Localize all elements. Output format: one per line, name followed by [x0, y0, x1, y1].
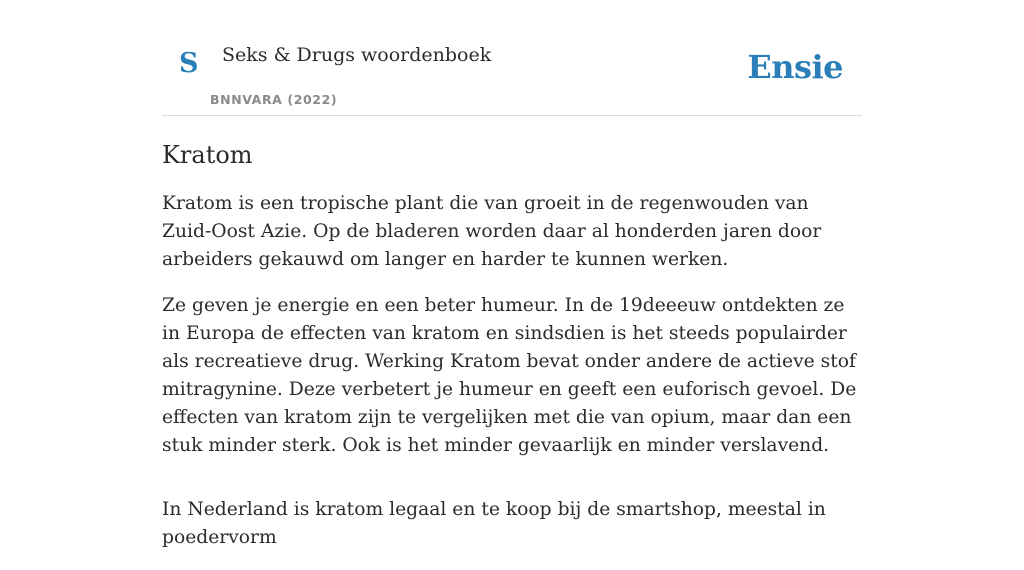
entry-body [162, 190, 862, 552]
source-initial-badge[interactable]: S [179, 48, 199, 79]
entry-paragraph-1: Kratom is een tropische plant die van groeit in de regenwouden van Zuid-Oost Azie. Op de bladeren worden daar al honderden jaren door arbeiders gekauwd om langer en harder te kunnen werken. [162, 192, 822, 270]
entry-paragraph-2: Ze geven je energie en een beter humeur. In de 19deeeuw ontdekten ze in Europa de effecten van kratom en sindsdien is het steeds populairder als recreatieve drug. Werking Kratom bevat onder andere de actieve stof mitragynine. Deze verbetert je humeur en geeft een euforisch gevoel. De effecten van kratom zijn te vergelijken met die van opium, maar dan een stuk minder sterk. Ook is het minder gevaarlijk en minder verslavend. [162, 294, 857, 456]
content-container [162, 0, 862, 570]
ensie-logo[interactable]: Ensie [747, 48, 843, 86]
source-title-link[interactable]: Seks & Drugs woordenboek [222, 44, 492, 66]
entry-title: Kratom [162, 141, 253, 169]
source-publisher: BNNVARA (2022) [210, 92, 338, 107]
entry-paragraph-3: In Nederland is kratom legaal en te koop bij de smartshop, meestal in poedervorm [162, 498, 826, 548]
source-header [162, 0, 862, 116]
